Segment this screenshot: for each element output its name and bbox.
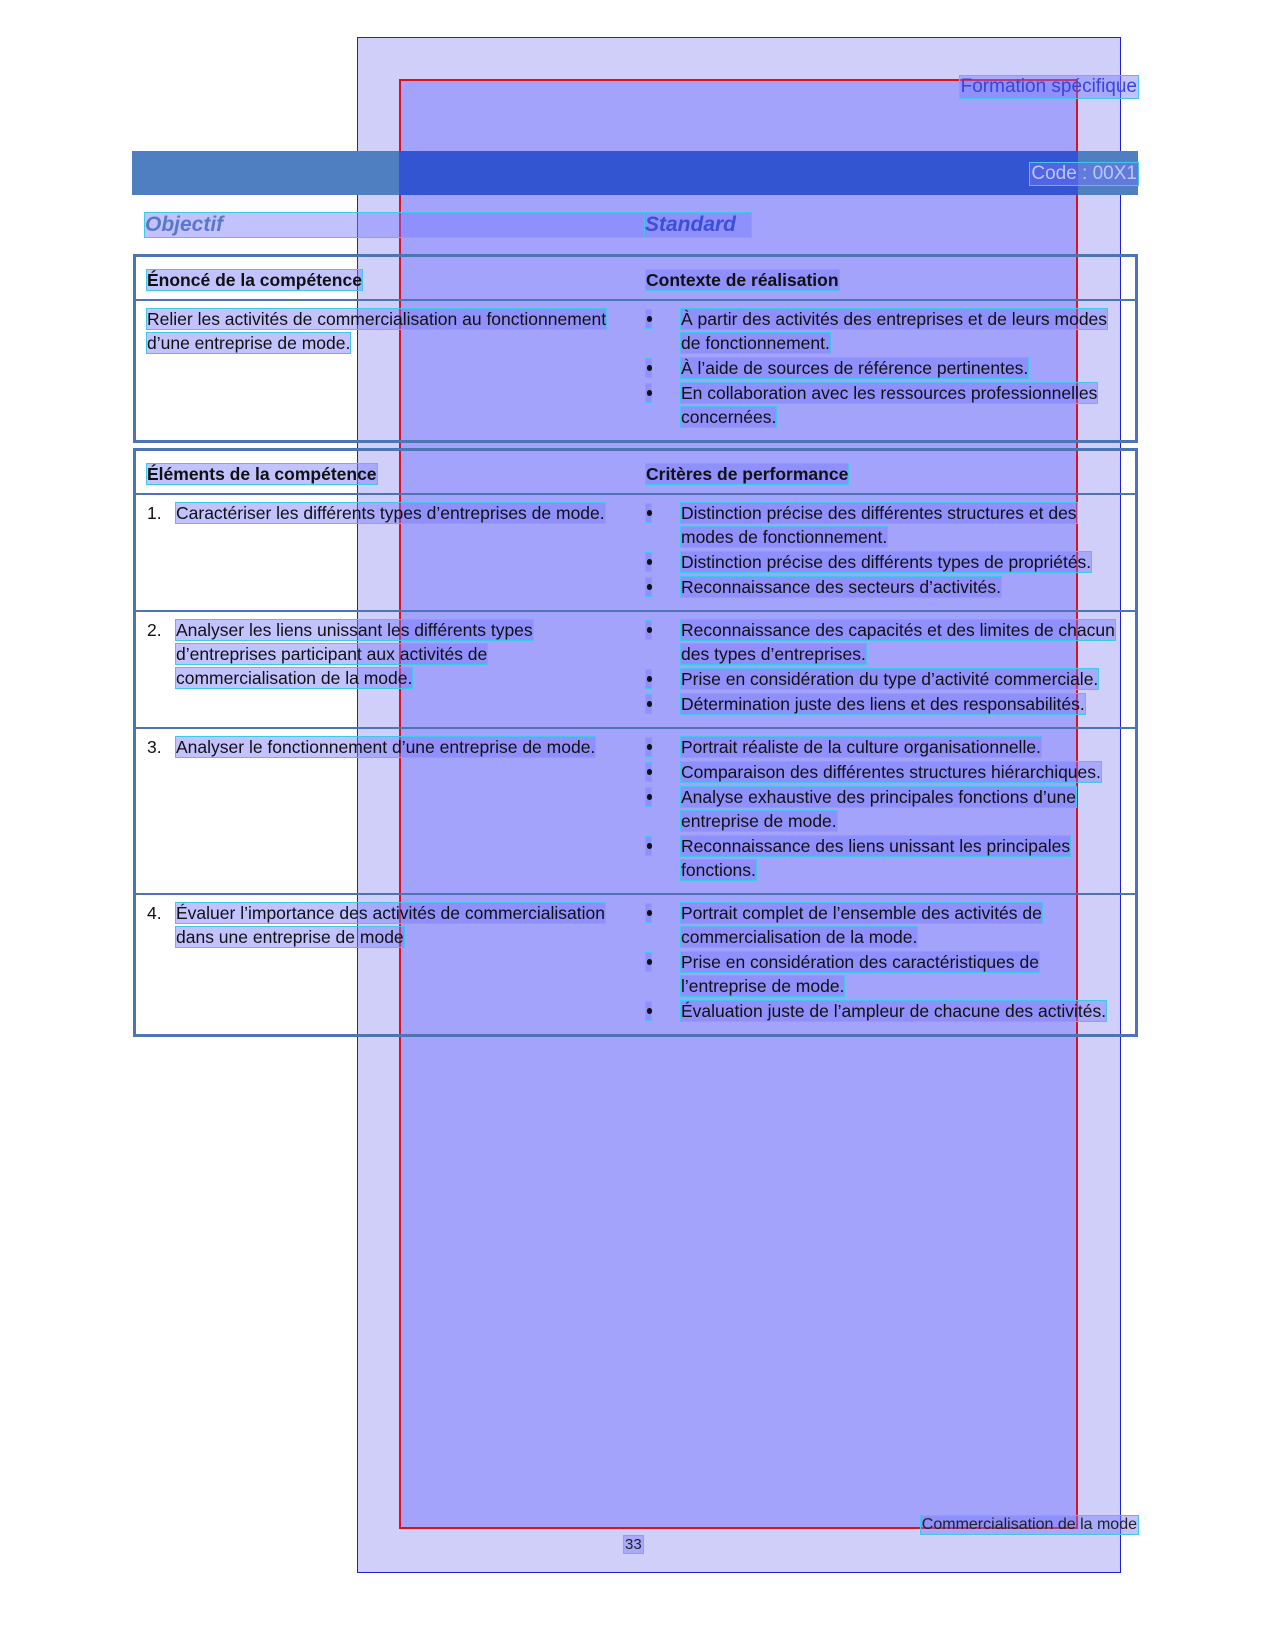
element-item: 4. Évaluer l’importance des activités de commercialisation dans une entreprise de mode bbox=[147, 903, 605, 947]
list-item: Reconnaissance des secteurs d’activités. bbox=[646, 575, 1127, 599]
bullet-icon bbox=[646, 310, 651, 328]
element-item: 3. Analyser le fonctionnement d’une entreprise de mode. bbox=[147, 737, 596, 757]
statement-header: Énoncé de la compétence bbox=[147, 270, 362, 290]
list-item: En collaboration avec les ressources professionnelles concernées. bbox=[646, 381, 1127, 429]
bullet-icon bbox=[646, 553, 651, 571]
bullet-icon bbox=[646, 738, 651, 756]
document-title: Formation spécifique bbox=[960, 76, 1137, 97]
footer-program: Commercialisation de la mode bbox=[921, 1516, 1137, 1533]
bullet-icon bbox=[646, 504, 651, 522]
criteria-list bbox=[646, 618, 1127, 716]
bullet-icon bbox=[646, 578, 651, 596]
competence-table bbox=[133, 254, 1138, 443]
competence-statement: Relier les activités de commercialisation au fonctionnement d’une entreprise de mode. bbox=[147, 309, 607, 353]
criteria-list bbox=[646, 901, 1127, 1023]
list-item: Comparaison des différentes structures hiérarchiques. bbox=[646, 760, 1127, 784]
criteria-list bbox=[646, 735, 1127, 882]
list-item: Reconnaissance des capacités et des limites de chacun des types d’entreprises. bbox=[646, 618, 1127, 666]
elements-table bbox=[133, 448, 1138, 1037]
context-list bbox=[646, 307, 1127, 429]
bullet-icon bbox=[646, 788, 651, 806]
bullet-icon bbox=[646, 904, 651, 922]
elements-table-header bbox=[135, 450, 1137, 495]
list-item: Prise en considération du type d’activité commerciale. bbox=[646, 667, 1127, 691]
bullet-icon bbox=[646, 621, 651, 639]
list-item: Évaluation juste de l’ampleur de chacune des activités. bbox=[646, 999, 1127, 1023]
list-item: Détermination juste des liens et des responsabilités. bbox=[646, 692, 1127, 716]
list-item: À partir des activités des entreprises et de leurs modes de fonctionnement. bbox=[646, 307, 1127, 355]
bullet-icon bbox=[646, 359, 651, 377]
bullet-icon bbox=[646, 1002, 651, 1020]
competence-table-header bbox=[135, 256, 1137, 301]
bullet-icon bbox=[646, 695, 651, 713]
table-row bbox=[135, 894, 1137, 1036]
element-item: 2. Analyser les liens unissant les différents types d’entreprises participant aux activités de commercialisation de la mode. bbox=[147, 620, 533, 688]
list-item: Distinction précise des différentes structures et des modes de fonctionnement. bbox=[646, 501, 1127, 549]
list-item: Distinction précise des différents types de propriétés. bbox=[646, 550, 1127, 574]
criteria-header: Critères de performance bbox=[646, 464, 849, 484]
section-heads bbox=[145, 213, 1125, 239]
standard-heading: Standard bbox=[645, 213, 751, 237]
list-item: Analyse exhaustive des principales fonctions d’une entreprise de mode. bbox=[646, 785, 1127, 833]
page-number: 33 bbox=[625, 1536, 642, 1553]
element-item: 1. Caractériser les différents types d’entreprises de mode. bbox=[147, 503, 605, 523]
table-row bbox=[135, 728, 1137, 894]
bullet-icon bbox=[646, 763, 651, 781]
list-item: Reconnaissance des liens unissant les principales fonctions. bbox=[646, 834, 1127, 882]
table-row bbox=[135, 494, 1137, 611]
list-item: Prise en considération des caractéristiques de l’entreprise de mode. bbox=[646, 950, 1127, 998]
code-label: Code : 00X1 bbox=[1031, 163, 1137, 184]
criteria-list bbox=[646, 501, 1127, 599]
bullet-icon bbox=[646, 670, 651, 688]
objective-heading: Objectif bbox=[145, 213, 645, 237]
bullet-icon bbox=[646, 837, 651, 855]
bullet-icon bbox=[646, 953, 651, 971]
code-band-highlight bbox=[399, 151, 1078, 195]
competence-table-row bbox=[135, 300, 1137, 442]
bullet-icon bbox=[646, 384, 651, 402]
context-header: Contexte de réalisation bbox=[646, 270, 839, 290]
list-item: À l’aide de sources de référence pertinentes. bbox=[646, 356, 1127, 380]
list-item: Portrait réaliste de la culture organisationnelle. bbox=[646, 735, 1127, 759]
table-row bbox=[135, 611, 1137, 728]
elements-header: Éléments de la compétence bbox=[147, 464, 377, 484]
list-item: Portrait complet de l’ensemble des activités de commercialisation de la mode. bbox=[646, 901, 1127, 949]
